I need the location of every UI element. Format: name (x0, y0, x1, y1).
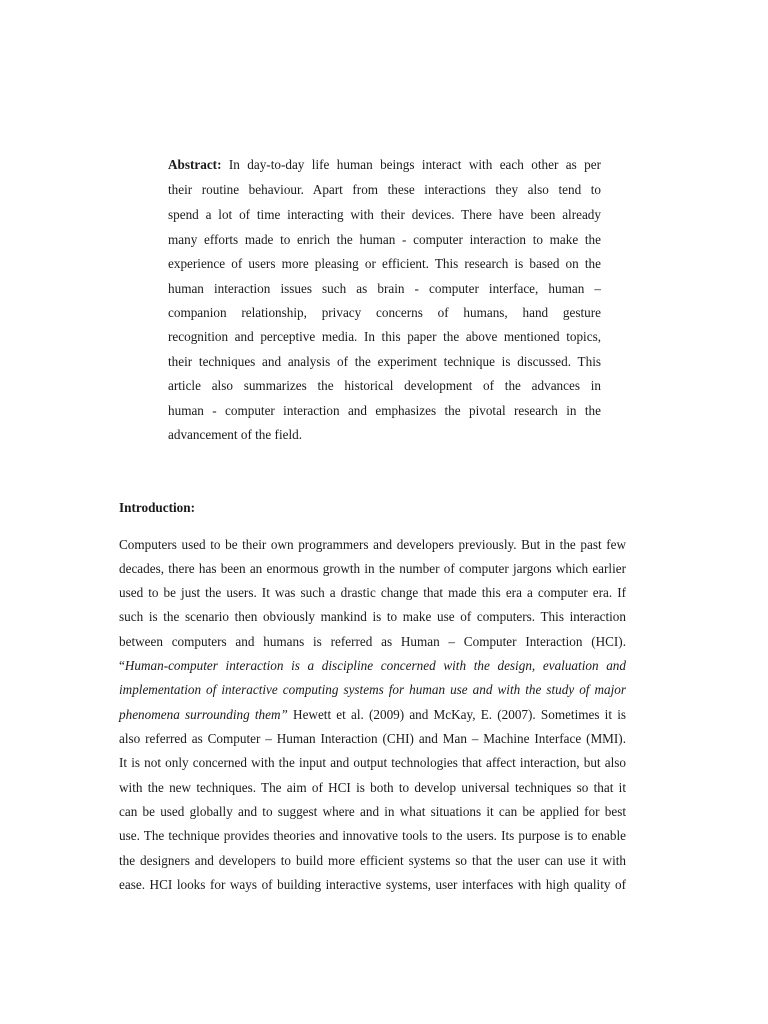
quote-mark: “ (119, 658, 125, 673)
abstract-text: In day-to-day life human beings interact with each other as per (221, 157, 601, 172)
abstract-line: many efforts made to enrich the human - computer interaction to make the (168, 232, 601, 247)
abstract-line: experience of users more pleasing or efficient. This research is based on the (168, 256, 601, 271)
abstract-line: human - computer interaction and emphasizes the pivotal research in the (168, 403, 601, 418)
intro-line: decades, there has been an enormous growth in the number of computer jargons which earlier (119, 561, 626, 576)
abstract-line: their techniques and analysis of the experiment technique is discussed. This (168, 354, 601, 369)
abstract-line: recognition and perceptive media. In this paper the above mentioned topics, (168, 329, 601, 344)
intro-line: also referred as Computer – Human Interaction (CHI) and Man – Machine Interface (MMI). (119, 731, 626, 746)
intro-line: Computers used to be their own programmers and developers previously. But in the past few (119, 537, 626, 552)
quote-text: phenomena surrounding them” (119, 707, 288, 722)
abstract-line (168, 157, 601, 173)
abstract-line: advancement of the field. (168, 427, 303, 442)
abstract-line: article also summarizes the historical development of the advances in (168, 378, 601, 393)
intro-line: ease. HCI looks for ways of building interactive systems, user interfaces with high quality of (119, 877, 626, 892)
intro-line: can be used globally and to suggest where and in what situations it can be applied for best (119, 804, 626, 819)
intro-line: with the new techniques. The aim of HCI is both to develop universal techniques so that it (119, 780, 626, 795)
citation-text: Hewett et al. (2009) and McKay, E. (2007). Sometimes it is (287, 707, 626, 722)
abstract-line: their routine behaviour. Apart from these interactions they also tend to (168, 182, 601, 197)
abstract-line: spend a lot of time interacting with their devices. There have been already (168, 207, 601, 222)
intro-line (119, 658, 626, 674)
intro-line: It is not only concerned with the input and output technologies that affect interaction, but also (119, 755, 626, 770)
intro-line (119, 707, 626, 723)
intro-line: between computers and humans is referred as Human – Computer Interaction (HCI). (119, 634, 626, 649)
intro-line: used to be just the users. It was such a drastic change that made this era a computer era. If (119, 585, 626, 600)
quote-text: implementation of interactive computing systems for human use and with the study of major (119, 682, 626, 697)
abstract-line: companion relationship, privacy concerns of humans, hand gesture (168, 305, 601, 320)
abstract-line: human interaction issues such as brain - computer interface, human – (168, 281, 601, 296)
section-heading: Introduction: (119, 500, 195, 515)
intro-line: use. The technique provides theories and innovative tools to the users. Its purpose is to enable (119, 828, 626, 843)
intro-line: such is the scenario then obviously mankind is to make use of computers. This interaction (119, 609, 626, 624)
quote-text: Human-computer interaction is a discipline concerned with the design, evaluation and (124, 658, 626, 673)
abstract-label: Abstract: (168, 157, 222, 172)
intro-line: the designers and developers to build more efficient systems so that the user can use it with (119, 853, 626, 868)
